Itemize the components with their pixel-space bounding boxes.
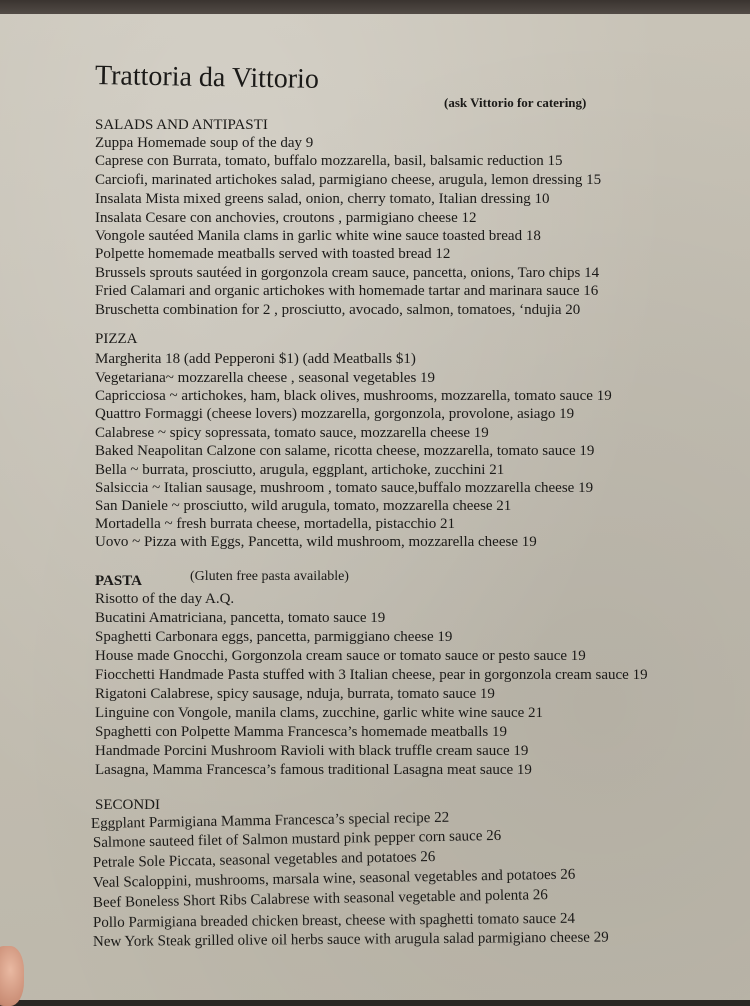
menu-item: Capricciosa ~ artichokes, ham, black olives, mushrooms, mozzarella, tomato sauce 19: [95, 388, 612, 404]
menu-item: Baked Neapolitan Calzone con salame, ricotta cheese, mozzarella, tomato sauce 19: [95, 443, 595, 459]
menu-item: Insalata Mista mixed greens salad, onion, cherry tomato, Italian dressing 10: [95, 191, 550, 207]
menu-item: Bella ~ burrata, prosciutto, arugula, eggplant, artichoke, zucchini 21: [95, 462, 505, 478]
menu-item: Polpette homemade meatballs served with toasted bread 12: [95, 246, 451, 262]
menu-item: New York Steak grilled olive oil herbs sauce with arugula salad parmigiano cheese 29: [92, 929, 609, 950]
menu-item: Veal Scaloppini, mushrooms, marsala wine, seasonal vegetables and potatoes 26: [92, 866, 576, 891]
section-heading-secondi: SECONDI: [95, 797, 161, 813]
catering-note: (ask Vittorio for catering): [444, 95, 587, 110]
menu-item: Spaghetti con Polpette Mamma Francesca’s homemade meatballs 19: [95, 724, 507, 740]
menu-item: Rigatoni Calabrese, spicy sausage, nduja, burrata, tomato sauce 19: [95, 686, 495, 702]
thumb: [0, 946, 24, 1006]
menu-item: Salmone sauteed filet of Salmon mustard pink pepper corn sauce 26: [92, 827, 502, 851]
menu-item: Carciofi, marinated artichokes salad, parmigiano cheese, arugula, lemon dressing 15: [95, 172, 602, 188]
menu-item: Mortadella ~ fresh burrata cheese, mortadella, pistacchio 21: [95, 516, 456, 532]
menu-item: Calabrese ~ spicy sopressata, tomato sauce, mozzarella cheese 19: [95, 425, 489, 441]
menu-item: Zuppa Homemade soup of the day 9: [95, 135, 314, 151]
menu-item: Salsiccia ~ Italian sausage, mushroom , tomato sauce,buffalo mozzarella cheese 19: [95, 480, 594, 496]
menu-item: Handmade Porcini Mushroom Ravioli with black truffle cream sauce 19: [95, 743, 529, 759]
menu-item: Uovo ~ Pizza with Eggs, Pancetta, wild mushroom, mozzarella cheese 19: [95, 534, 537, 550]
menu-item: Petrale Sole Piccata, seasonal vegetables and potatoes 26: [92, 849, 436, 871]
menu-item: Spaghetti Carbonara eggs, pancetta, parmiggiano cheese 19: [95, 629, 453, 645]
menu-sheet: [0, 14, 750, 1000]
section-heading-pasta: PASTA: [95, 573, 142, 589]
menu-item: Risotto of the day A.Q.: [95, 591, 235, 607]
menu-item: Eggplant Parmigiana Mamma Francesca’s special recipe 22: [90, 809, 450, 832]
menu-item: Linguine con Vongole, manila clams, zucchine, garlic white wine sauce 21: [95, 705, 544, 721]
menu-item: Caprese con Burrata, tomato, buffalo mozzarella, basil, balsamic reduction 15: [95, 153, 563, 169]
menu-item: Vongole sautéed Manila clams in garlic white wine sauce toasted bread 18: [95, 228, 541, 244]
menu-item: San Daniele ~ prosciutto, wild arugula, tomato, mozzarella cheese 21: [95, 498, 512, 514]
menu-item: Vegetariana~ mozzarella cheese , seasonal vegetables 19: [95, 370, 436, 386]
menu-item: Insalata Cesare con anchovies, croutons , parmigiano cheese 12: [95, 210, 477, 226]
menu-item: Beef Boneless Short Ribs Calabrese with seasonal vegetable and polenta 26: [92, 887, 548, 911]
menu-item: Fiocchetti Handmade Pasta stuffed with 3 Italian cheese, pear in gorgonzola cream sauce 19: [95, 667, 648, 683]
gluten-free-note: (Gluten free pasta available): [190, 569, 349, 584]
menu-item: Fried Calamari and organic artichokes with homemade tartar and marinara sauce 16: [95, 283, 599, 299]
menu-item: House made Gnocchi, Gorgonzola cream sauce or tomato sauce or pesto sauce 19: [95, 648, 586, 664]
section-heading-salads: SALADS AND ANTIPASTI: [95, 117, 268, 133]
menu-item: Lasagna, Mamma Francesca’s famous traditional Lasagna meat sauce 19: [95, 762, 532, 778]
menu-item: Bucatini Amatriciana, pancetta, tomato sauce 19: [95, 610, 386, 626]
section-heading-pizza: PIZZA: [95, 331, 138, 347]
menu-item: Brussels sprouts sautéed in gorgonzola cream sauce, pancetta, onions, Taro chips 14: [95, 265, 600, 281]
menu-item: Bruschetta combination for 2 , prosciutto, avocado, salmon, tomatoes, ‘ndujia 20: [95, 302, 581, 318]
menu-item: Pollo Parmigiana breaded chicken breast, cheese with spaghetti tomato sauce 24: [92, 910, 575, 931]
restaurant-title: Trattoria da Vittorio: [94, 60, 320, 95]
menu-item: Margherita 18 (add Pepperoni $1) (add Meatballs $1): [95, 351, 416, 367]
menu-item: Quattro Formaggi (cheese lovers) mozzarella, gorgonzola, provolone, asiago 19: [95, 406, 575, 422]
